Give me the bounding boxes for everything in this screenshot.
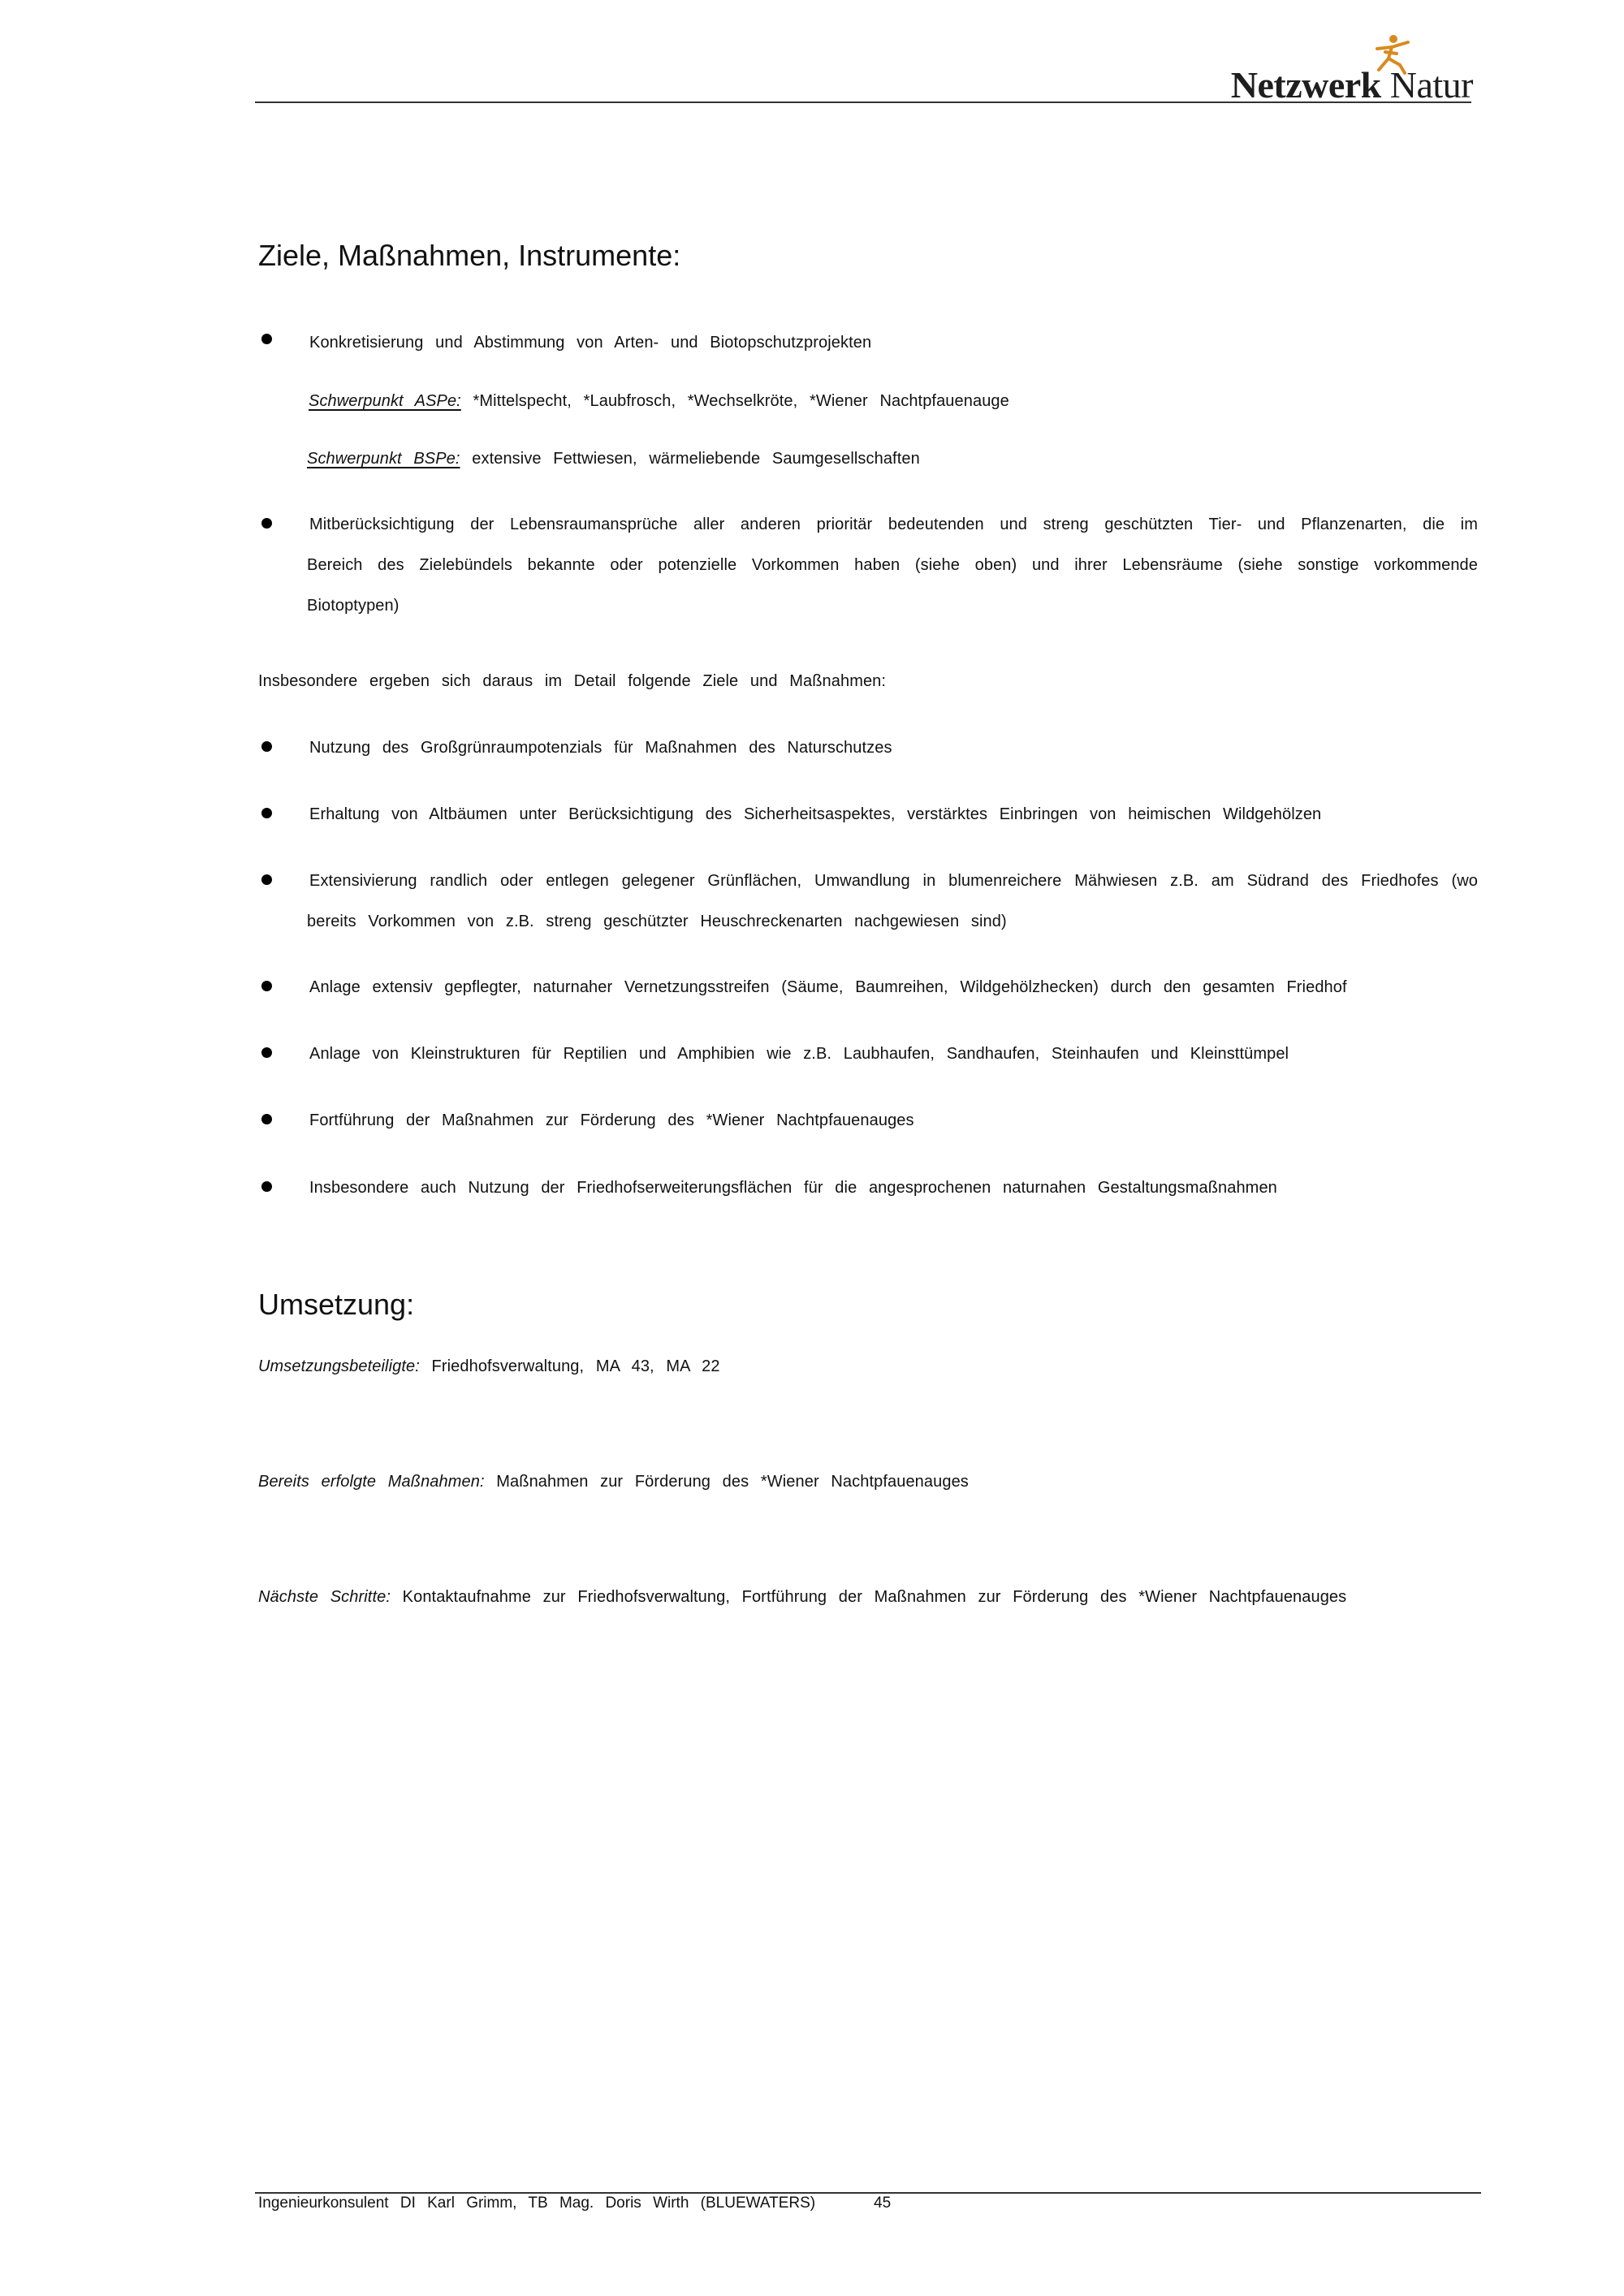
aspe-line (309, 381, 1477, 421)
bspe-label: Schwerpunkt BSPe: (307, 450, 460, 468)
measure-item: Anlage von Kleinstrukturen für Reptilien und Amphibien wie z.B. Laubhaufen, Sandhaufen, Steinhaufen und Kleinsttümpel (309, 1045, 1289, 1063)
row-label: Bereits erfolgte Maßnahmen: (258, 1473, 485, 1491)
bullet-icon (261, 808, 272, 818)
bullet-icon (261, 518, 272, 529)
logo-bold-text: Netzwerk (1230, 64, 1381, 106)
measure-item: Fortführung der Maßnahmen zur Förderung des *Wiener Nachtpfauenauges (309, 1111, 914, 1129)
bullet-habitat-requirements: Mitberücksichtigung der Lebensraumansprüche aller anderen prioritär bedeutenden und streng geschützten Tier- und Pflanzenarten, die im Bereich des Zielebündels bekannte oder potenzielle Vorkommen haben (siehe oben) und ihrer Lebensräume (siehe sonstige vorkommende Biotoptypen) (307, 516, 1478, 615)
logo-wordmark (1231, 63, 1473, 106)
bullet-icon (261, 1047, 272, 1058)
bullet-icon (261, 334, 272, 344)
measure-item: Erhaltung von Altbäumen unter Berücksichtigung des Sicherheitsaspektes, verstärktes Einbringen von heimischen Wildgehölzen (309, 805, 1322, 823)
measure-item: Nutzung des Großgrünraumpotenzials für Maßnahmen des Naturschutzes (309, 739, 892, 757)
measure-item: Insbesondere auch Nutzung der Friedhofserweiterungsflächen für die angesprochenen naturnahen Gestaltungsmaßnahmen (309, 1179, 1277, 1197)
measure-item: Extensivierung randlich oder entlegen gelegener Grünflächen, Umwandlung in blumenreichere Mähwiesen z.B. am Südrand des Friedhofes (wo bereits Vorkommen von z.B. streng geschützter Heuschreckenarten nachgewiesen sind) (307, 872, 1478, 930)
bullet-icon (261, 1114, 272, 1124)
bullet-icon (261, 741, 272, 752)
measure-item: Anlage extensiv gepflegter, naturnaher Vernetzungsstreifen (Säume, Baumreihen, Wildgehölzhecken) durch den gesamten Friedhof (309, 978, 1347, 996)
footer-author: Ingenieurkonsulent DI Karl Grimm, TB Mag. Doris Wirth (BLUEWATERS) (258, 2195, 816, 2212)
row-label: Umsetzungsbeteiligte: (258, 1357, 420, 1375)
row-text: Friedhofsverwaltung, MA 43, MA 22 (431, 1357, 720, 1375)
bullet-coordination: Konkretisierung und Abstimmung von Arten- und Biotopschutzprojekten (309, 334, 872, 352)
footer-rule (255, 2192, 1481, 2194)
implementation-row (258, 1577, 1476, 1617)
bullet-icon (261, 874, 272, 885)
row-label: Nächste Schritte: (258, 1588, 391, 1606)
bullet-icon (261, 1181, 272, 1192)
intro-text: Insbesondere ergeben sich daraus im Detail folgende Ziele und Maßnahmen: (258, 672, 887, 690)
implementation-row (258, 1461, 1476, 1502)
bullet-icon (261, 981, 272, 991)
bspe-line (307, 438, 1475, 479)
aspe-label: Schwerpunkt ASPe: (309, 392, 461, 410)
section-heading-implementation: Umsetzung: (258, 1288, 415, 1321)
section-heading-goals: Ziele, Maßnahmen, Instrumente: (258, 239, 681, 272)
logo-regular-text: Natur (1389, 64, 1473, 106)
header-rule (255, 101, 1471, 103)
page-number: 45 (874, 2195, 892, 2212)
bspe-text: extensive Fettwiesen, wärmeliebende Saumgesellschaften (472, 450, 920, 468)
row-text: Kontaktaufnahme zur Friedhofsverwaltung, Fortführung der Maßnahmen zur Förderung des *Wiener Nachtpfauenauges (402, 1588, 1347, 1606)
aspe-text: *Mittelspecht, *Laubfrosch, *Wechselkröte, *Wiener Nachtpfauenauge (473, 392, 1009, 410)
row-text: Maßnahmen zur Förderung des *Wiener Nachtpfauenauges (496, 1473, 969, 1491)
implementation-row (258, 1346, 1476, 1387)
